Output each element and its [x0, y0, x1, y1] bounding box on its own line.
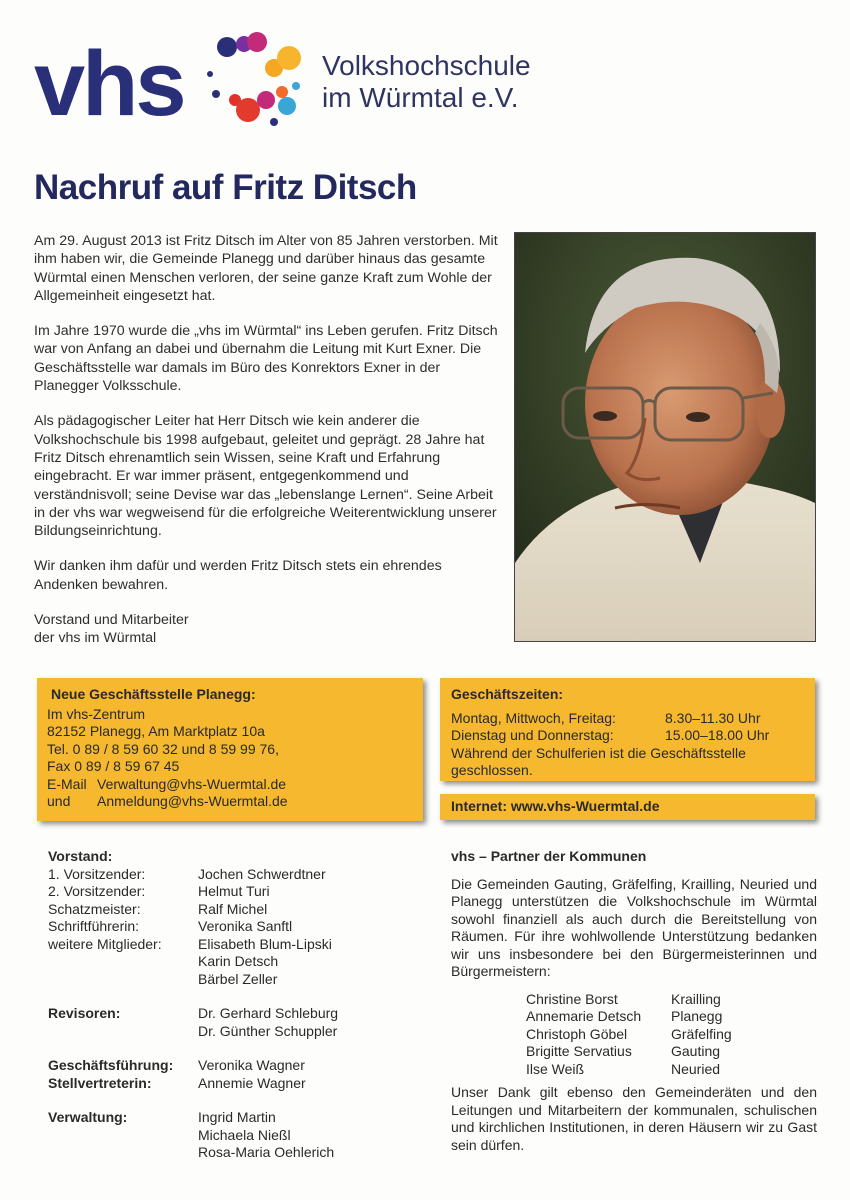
- hours-time: 15.00–18.00 Uhr: [665, 727, 770, 743]
- partner-paragraph-2: Unser Dank gilt ebenso den Gemeinderäten und den Leitungen und Mitarbeitern der kommunalen, schulischen und kirchlichen Institutionen, in deren Häusern wir zu Gast sein dürfen.: [451, 1084, 817, 1153]
- partner-paragraph: Die Gemeinden Gauting, Gräfelfing, Krailling, Neuried und Planegg unterstützen die Volkshochschule im Würmtal sowohl finanziell als auch durch die Bereitstellung von Räumen. Für ihre wohlwollende Unterstützung bedanken wir uns insbesondere bei den Bürgermeisterinnen und Bürgermeistern:: [451, 875, 817, 979]
- obituary-paragraph: Am 29. August 2013 ist Fritz Ditsch im Alter von 85 Jahren verstorben. Mit ihm haben wir, die Gemeinde Planegg und darüber hinaus das gesamte Würmtal einen Menschen verloren, der seine ganze Kraft zum Wohle der Allgemeinheit eingesetzt hat.: [34, 233, 498, 304]
- board-section: [48, 848, 408, 1162]
- mayor-name: Christine Borst: [526, 990, 618, 1007]
- board-name: Karin Detsch: [198, 953, 279, 969]
- mayor-row: [526, 1043, 817, 1061]
- internet-box: [440, 794, 815, 820]
- board-name: Bärbel Zeller: [198, 970, 278, 987]
- board-name: Ralf Michel: [198, 900, 268, 917]
- auditors-row: [48, 1005, 408, 1023]
- mayor-name: Brigitte Servatius: [526, 1043, 632, 1059]
- obituary-text: [34, 232, 504, 648]
- hours-note: Während der Schulferien ist die Geschäftsstelle geschlossen.: [451, 744, 746, 778]
- hours-days: Dienstag und Donnerstag:: [451, 727, 614, 743]
- admin-label: Verwaltung:: [48, 1109, 128, 1125]
- board-role: 1. Vorsitzender:: [48, 865, 146, 882]
- mayor-row: [526, 1026, 817, 1044]
- management-label: Geschäftsführung:: [48, 1057, 174, 1073]
- mayor-row: [526, 1061, 817, 1079]
- board-heading: Vorstand:: [48, 848, 113, 864]
- office-address-line1: Im vhs-Zentrum: [47, 705, 146, 722]
- mayor-name: Annemarie Detsch: [526, 1008, 642, 1024]
- email2-label: und: [47, 793, 71, 809]
- hours-time: 8.30–11.30 Uhr: [665, 709, 761, 726]
- auditors-label: Revisoren:: [48, 1005, 121, 1021]
- portrait-image: [515, 233, 815, 641]
- mayor-name: Christoph Göbel: [526, 1025, 628, 1042]
- hours-days: Montag, Mittwoch, Freitag:: [451, 709, 616, 726]
- office-fax: Fax 0 89 / 8 59 67 45: [47, 758, 180, 774]
- logo-dots-icon: [34, 30, 314, 135]
- signature-line2: der vhs im Würmtal: [34, 630, 157, 647]
- board-member-row: [48, 971, 408, 989]
- board-role: weitere Mitglieder:: [48, 935, 162, 952]
- mayor-town: Gräfelfing: [671, 1025, 732, 1042]
- board-name: Elisabeth Blum-Lipski: [198, 935, 332, 952]
- board-role: Schriftführerin:: [48, 918, 140, 934]
- auditor-name: Dr. Günther Schuppler: [198, 1022, 338, 1039]
- mayor-town: Planegg: [671, 1008, 723, 1024]
- board-member-row: [48, 953, 408, 971]
- board-role: [48, 971, 198, 989]
- vhs-logo: [34, 30, 314, 135]
- deputy-label: Stellvertreterin:: [48, 1074, 152, 1091]
- admin-name: Ingrid Martin: [198, 1109, 276, 1125]
- email-row-2: [47, 793, 423, 811]
- email-row: [47, 776, 423, 794]
- office-address-line2: 82152 Planegg, Am Marktplatz 10a: [47, 723, 265, 739]
- mayor-row: [526, 991, 817, 1009]
- board-member-row: [48, 918, 408, 936]
- deputy-name: Annemie Wagner: [198, 1074, 306, 1091]
- page-title: Nachruf auf Fritz Ditsch: [34, 168, 417, 207]
- board-name: Veronika Sanftl: [198, 918, 293, 934]
- org-name-line1: Volkshochschule: [322, 50, 531, 81]
- hours-heading: Geschäftszeiten:: [451, 686, 564, 702]
- partner-section: [451, 848, 817, 1154]
- admin-row: [48, 1109, 408, 1127]
- mayor-town: Neuried: [671, 1060, 721, 1077]
- deputy-row: [48, 1075, 408, 1093]
- mayor-town: Krailling: [671, 990, 721, 1007]
- admin-row: [48, 1127, 408, 1145]
- obituary-paragraph: Als pädagogischer Leiter hat Herr Ditsch wie kein anderer die Volkshochschule bis 1998 aufgebaut, geleitet und geprägt. 28 Jahre hat Fritz Ditsch ehrenamtlich sein Wissen, seine Kraft und Erfahrung eingebracht. Er war immer präsent, entgegenkommend und verständnisvoll; seine Devise war das „lebenslange Lernen“. Seine Arbeit in der vhs war wegweisend für die erfolgreiche Weiterentwicklung unserer Bildungseinrichtung.: [34, 413, 497, 540]
- obituary-paragraph: Im Jahre 1970 wurde die „vhs im Würmtal“ ins Leben gerufen. Fritz Ditsch war von Anfang an dabei und übernahm die Leitung mit Kurt Exner. Die Geschäftsstelle war damals im Büro des Konrektors Exner in der Planegger Volksschule.: [34, 323, 498, 395]
- admin-name: Rosa-Maria Oehlerich: [198, 1144, 335, 1160]
- board-role: 2. Vorsitzender:: [48, 883, 146, 899]
- signature-line1: Vorstand und Mitarbeiter: [34, 612, 189, 629]
- board-member-row: [48, 866, 408, 884]
- mayor-town: Gauting: [671, 1043, 721, 1059]
- board-name: Jochen Schwerdtner: [198, 865, 326, 882]
- mayor-name: Ilse Weiß: [526, 1060, 585, 1077]
- auditors-row: [48, 1023, 408, 1041]
- mayor-row: [526, 1008, 817, 1026]
- office-info-box: [37, 678, 423, 821]
- logo-wordmark: vhs: [34, 33, 184, 135]
- email2-link[interactable]: Anmeldung@vhs-Wuermtal.de: [97, 793, 288, 809]
- office-hours-box: [440, 678, 815, 781]
- signature: [34, 611, 504, 648]
- org-name-line2: im Würmtal e.V.: [322, 82, 519, 113]
- office-tel: Tel. 0 89 / 8 59 60 32 und 8 59 99 76,: [47, 740, 279, 757]
- mayors-list: [526, 991, 817, 1079]
- hours-row: [451, 727, 815, 745]
- hours-row: [451, 710, 815, 728]
- board-member-row: [48, 901, 408, 919]
- admin-row: [48, 1144, 408, 1162]
- portrait-photo: [514, 232, 816, 642]
- email-label: E-Mail: [47, 775, 87, 792]
- management-row: [48, 1057, 408, 1075]
- office-heading: Neue Geschäftsstelle Planegg:: [51, 686, 256, 702]
- board-role: Schatzmeister:: [48, 900, 141, 917]
- organization-name: [322, 50, 531, 114]
- email-link[interactable]: Verwaltung@vhs-Wuermtal.de: [97, 775, 287, 792]
- website-link[interactable]: Internet: www.vhs-Wuermtal.de: [451, 798, 660, 814]
- board-member-row: [48, 883, 408, 901]
- obituary-paragraph: Wir danken ihm dafür und werden Fritz Ditsch stets ein ehrendes Andenken bewahren.: [34, 558, 442, 593]
- partner-heading: vhs – Partner der Kommunen: [451, 848, 647, 864]
- admin-name: Michaela Nießl: [198, 1126, 291, 1143]
- board-role: [48, 953, 198, 971]
- board-member-row: [48, 936, 408, 954]
- board-name: Helmut Turi: [198, 883, 270, 899]
- auditor-name: Dr. Gerhard Schleburg: [198, 1005, 339, 1021]
- management-name: Veronika Wagner: [198, 1057, 305, 1073]
